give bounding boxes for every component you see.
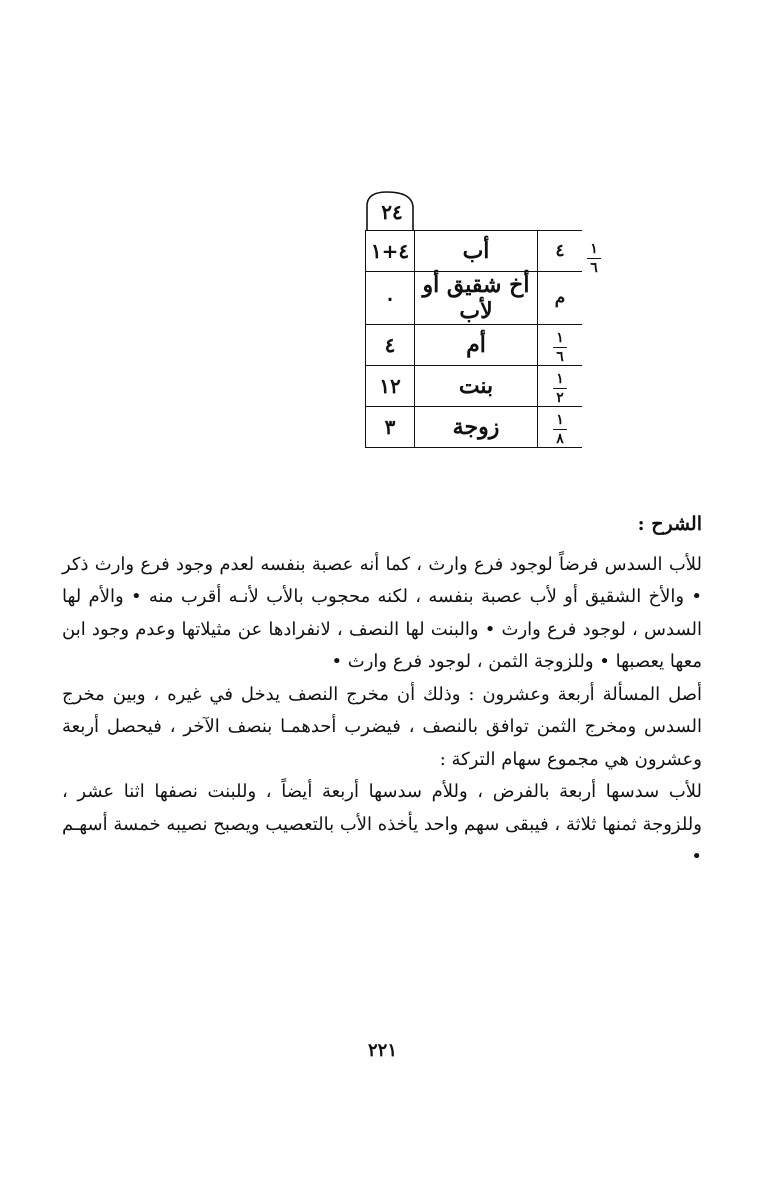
heir-cell: زوجة [415,407,538,448]
fraction-bar [587,258,601,259]
fraction-bar [553,347,567,348]
table-row [366,272,583,325]
fraction-numerator: ١ [556,411,564,428]
fraction-bar [553,429,567,430]
heir-cell: أخ شقيق أو لأب [415,272,538,325]
fraction-denominator: ٢ [556,389,564,406]
heir-cell: أب [415,231,538,272]
fraction-denominator: ٨ [556,430,564,447]
fraction [553,372,567,405]
paragraph: للأب السدس فرضاً لوجود فرع وارث ، كما أنه عصبة بنفسه لعدم وجود فرع وارث ذكر • والأخ الشقيق أو لأب عصبة بنفسه ، لكنه محجوب بالأب لأنـه أقرب منه • والأم لها السدس ، لوجود فرع وارث • والبنت لها النصف ، لانفرادها عن مثيلاتها وعدم وجود ابن معها يعصبها • وللزوجة الثمن ، لوجود فرع وارث • [62,553,702,672]
fraction-cell [538,366,583,407]
fraction [553,413,567,446]
heirs-grid [365,230,582,448]
problem-base: ٢٤ [381,200,403,224]
fraction-cell [538,325,583,366]
share-cell: ٤ [366,325,415,366]
explanation [62,508,702,874]
paragraph: للأب سدسها أربعة بالفرض ، وللأم سدسها أربعة أيضاً ، وللبنت نصفها اثنا عشر ، وللزوجة ثمنها ثلاثة ، فيبقى سهم واحد يأخذه الأب بالتعصيب ويصبح نصيبه خمسة أسهـم • [62,781,702,867]
top-fraction-denominator: ٦ [590,260,598,276]
fraction-denominator: ٦ [556,348,564,365]
share-cell: ١٢ [366,366,415,407]
top-fraction [587,242,601,275]
explanation-heading: الشرح : [637,513,702,535]
heir-cell: أم [415,325,538,366]
share-cell: ٤+١ [366,231,415,272]
top-fraction-numerator: ١ [590,241,598,257]
table-row [366,366,583,407]
paragraph: أصل المسألة أربعة وعشرون : وذلك أن مخرج النصف يدخل في غيره ، وبين مخرج السدس ومخرج الثمن توافق بالنصف ، فيضرب أحدهمـا بنصف الآخر ، فيحصل أربعة وعشرون هي مجموع سهام التركة : [62,683,702,770]
table-row [366,231,583,272]
fraction-cell: م [538,272,583,325]
heir-cell: بنت [415,366,538,407]
share-cell: ٣ [366,407,415,448]
fraction-cell: ٤ [538,231,583,272]
share-cell: ٠ [366,272,415,325]
fraction-numerator: ١ [556,370,564,387]
page-number: ٢٢١ [367,1040,397,1061]
fraction-bar [553,388,567,389]
table-row [366,325,583,366]
table-row [366,407,583,448]
fraction-cell [538,407,583,448]
fraction-numerator: ١ [556,329,564,346]
fraction [553,331,567,364]
